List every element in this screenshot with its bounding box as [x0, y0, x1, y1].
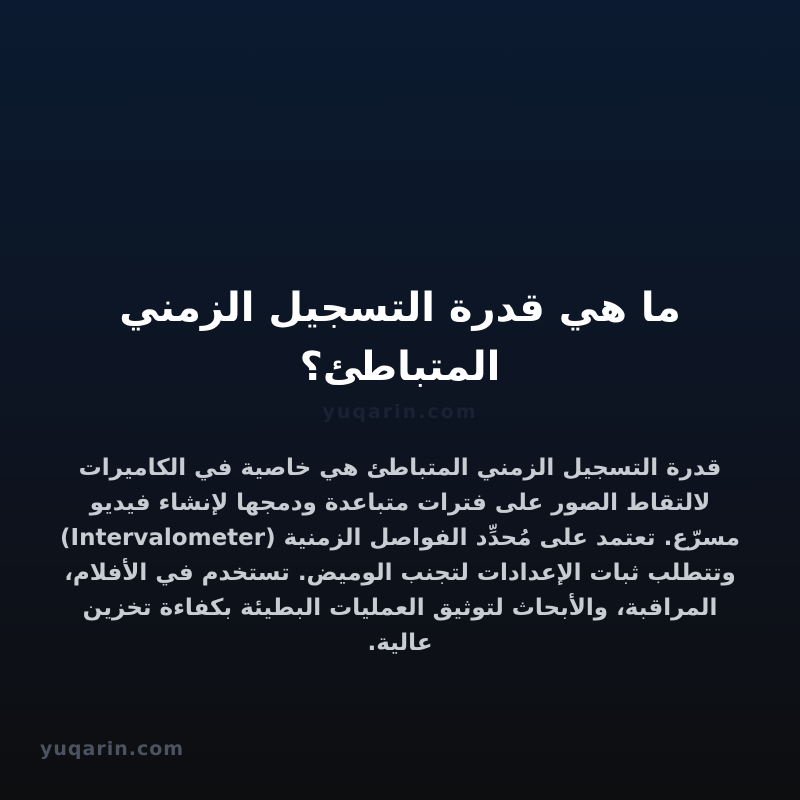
- body-paragraph: قدرة التسجيل الزمني المتباطئ هي خاصية في الكاميرات لالتقاط الصور على فترات متباعدة ودمجها لإنشاء فيديو مسرّع. تعتمد على مُحدِّد الفواصل الزمنية (Intervalometer) وتتطلب ثبات الإعدادات لتجنب الوميض. تستخدم في الأفلام، المراقبة، والأبحاث لتوثيق العمليات البطيئة بكفاءة تخزين عالية.: [60, 455, 740, 656]
- page-title: [0, 279, 800, 397]
- center-watermark: yuqarin.com: [322, 401, 478, 423]
- bottom-left-watermark: yuqarin.com: [40, 738, 185, 760]
- title-line-1: ما هي قدرة التسجيل الزمني: [119, 284, 681, 331]
- title-line-2: المتباطئ؟: [299, 343, 501, 390]
